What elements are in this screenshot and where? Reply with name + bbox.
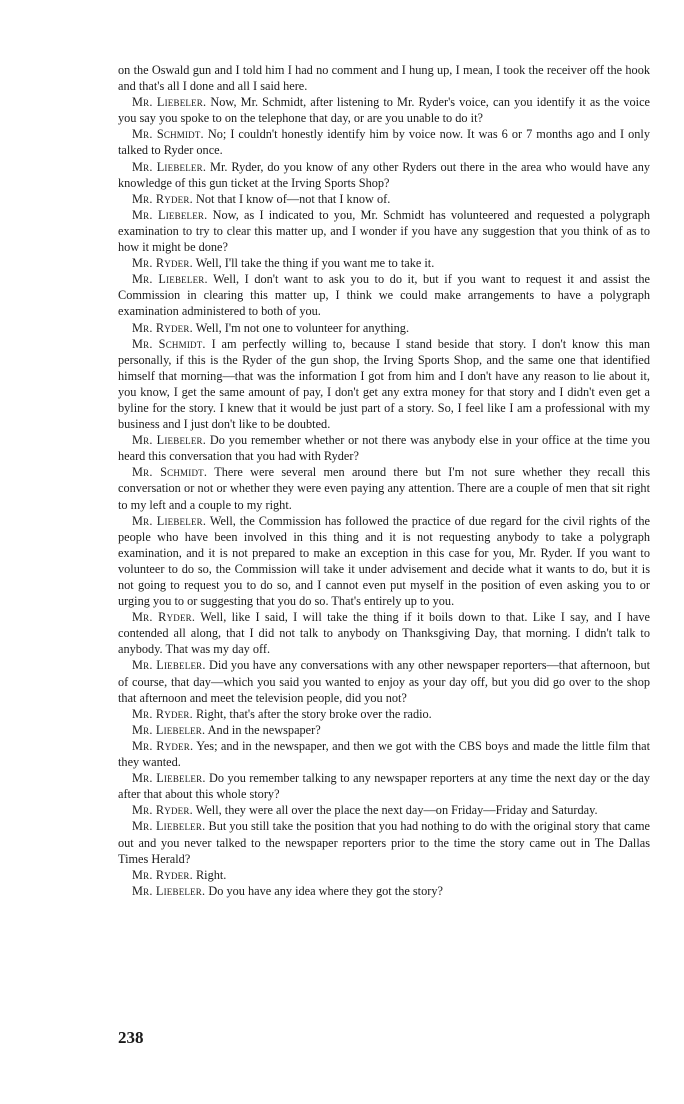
speaker-name: Mr. Liebeler. <box>132 159 207 174</box>
paragraph-text: Well, they were all over the place the next day—on Friday—Friday and Saturday. <box>192 803 598 818</box>
transcript-paragraph <box>118 867 650 883</box>
speaker-name: Mr. Liebeler. <box>132 272 208 287</box>
paragraph-text: Well, I don't want to ask you to do it, but if you want to request it and assist the Commission in clearing this matter up, I think we could make arrangements to have a polygraph examination administered to both of you. <box>118 272 651 319</box>
speaker-name: Mr. Liebeler. <box>132 883 206 898</box>
speaker-name: Mr. Schmidt. <box>132 465 208 480</box>
speaker-name: Mr. Ryder. <box>132 191 193 206</box>
speaker-name: Mr. Ryder. <box>132 706 193 721</box>
speaker-name: Mr. Liebeler. <box>132 433 207 448</box>
paragraph-text: on the Oswald gun and I told him I had no comment and I hung up, I mean, I took the receiver off the hook and that's all I done and all I said here. <box>118 63 650 94</box>
transcript-paragraph <box>118 770 650 802</box>
transcript-paragraph <box>118 320 650 336</box>
transcript-page <box>118 62 650 899</box>
paragraph-text: Now, as I indicated to you, Mr. Schmidt has volunteered and requested a polygraph examination to try to clear this matter up, and I wonder if you have any suggestion that you think of as to how it might be done? <box>118 207 650 255</box>
transcript-paragraph <box>118 191 650 207</box>
paragraph-text: Right. <box>192 867 227 882</box>
speaker-name: Mr. Liebeler. <box>132 95 207 110</box>
paragraph-text: No; I couldn't honestly identify him by voice now. It was 6 or 7 months ago and I only talked to Ryder once. <box>118 127 650 158</box>
speaker-name: Mr. Ryder. <box>132 320 193 335</box>
paragraph-text: Mr. Ryder, do you know of any other Ryders out there in the area who would have any knowledge of this gun ticket at the Irving Sports Shop? <box>118 159 651 190</box>
speaker-name: Mr. Schmidt. <box>132 336 206 351</box>
speaker-name: Mr. Liebeler. <box>132 722 206 737</box>
paragraph-text: Do you remember talking to any newspaper reporters at any time the next day or the day after that about this whole story? <box>118 771 651 802</box>
transcript-paragraph <box>118 126 650 158</box>
transcript-paragraph <box>118 802 650 818</box>
paragraph-text: Do you remember whether or not there was anybody else in your office at the time you heard this conversation that you had with Ryder? <box>118 433 651 464</box>
transcript-paragraph <box>118 464 650 512</box>
speaker-name: Mr. Ryder. <box>132 610 196 625</box>
paragraph-text: Did you have any conversations with any other newspaper reporters—that afternoon, but of course, that day—which you said you wanted to enjoy as your day off, but you did go over to the shop that afternoon and meet the television people, did you not? <box>118 658 651 705</box>
speaker-name: Mr. Ryder. <box>132 738 194 753</box>
paragraph-text: There were several men around there but I'm not sure whether they recall this conversation or not or whether they were even paying any attention. There are a couple of men that sit right to my left and a couple to my right. <box>118 465 650 512</box>
transcript-paragraph <box>118 738 650 770</box>
speaker-name: Mr. Liebeler. <box>132 207 208 222</box>
paragraph-text: But you still take the position that you had nothing to do with the original story that came out and you never talked to the newspaper reporters prior to the time the story came out in The Dallas Times Herald? <box>118 819 651 866</box>
transcript-paragraph <box>118 657 650 705</box>
speaker-name: Mr. Liebeler. <box>132 658 206 673</box>
speaker-name: Mr. Liebeler. <box>132 513 207 528</box>
transcript-paragraph <box>118 722 650 738</box>
paragraph-text: Now, Mr. Schmidt, after listening to Mr. Ryder's voice, can you identify it as the voice you say you spoke to on the telephone that day, or are you unable to do it? <box>118 95 650 126</box>
transcript-paragraph <box>118 883 650 899</box>
speaker-name: Mr. Ryder. <box>132 803 193 818</box>
transcript-paragraph <box>118 255 650 271</box>
transcript-paragraph <box>118 62 650 94</box>
speaker-name: Mr. Ryder. <box>132 256 193 271</box>
paragraph-text: I am perfectly willing to, because I stand beside that story. I don't know this man personally, if this is the Ryder of the gun shop, the Irving Sports Shop, and the same one that identified himself that morning—that was the information I got from him and I don't have any reason to lie about it, you know, I get the same amount of pay, I don't get any extra money for that story and I didn't even get a byline for the story. I knew that it would be just part of a story. So, I feel like I am a professional with my business and I just don't like to be doubted. <box>118 336 651 432</box>
paragraph-text: Well, the Commission has followed the practice of due regard for the civil rights of the people who have been involved in this thing and it is not requesting anybody to take a polygraph examination, and it is not prepared to make an exception in this case for you, Mr. Ryder. If you want to volunteer to do so, the Commission will take it under advisement and decide what it wants to do, but it is not going to request you to do so, and I cannot even put myself in the position of even asking you to or urging you to or suggesting that you do so. That's entirely up to you. <box>118 513 651 609</box>
speaker-name: Mr. Liebeler. <box>132 771 206 786</box>
paragraph-text: Well, I'm not one to volunteer for anything. <box>192 320 410 335</box>
paragraph-text: Not that I know of—not that I know of. <box>192 191 391 206</box>
paragraph-text: And in the newspaper? <box>205 722 321 737</box>
paragraph-text: Do you have any idea where they got the story? <box>205 883 443 898</box>
speaker-name: Mr. Schmidt. <box>132 127 204 142</box>
transcript-paragraph <box>118 513 650 610</box>
transcript-paragraph <box>118 94 650 126</box>
transcript-paragraph <box>118 706 650 722</box>
speaker-name: Mr. Ryder. <box>132 867 193 882</box>
page-number: 238 <box>118 1028 144 1047</box>
transcript-paragraph <box>118 336 650 433</box>
paragraph-text: Well, I'll take the thing if you want me to take it. <box>192 256 435 271</box>
speaker-name: Mr. Liebeler. <box>132 819 206 834</box>
paragraph-text: Right, that's after the story broke over the radio. <box>192 706 432 721</box>
transcript-paragraph <box>118 818 650 866</box>
transcript-paragraph <box>118 271 650 319</box>
paragraph-text: Yes; and in the newspaper, and then we got with the CBS boys and made the little film that they wanted. <box>118 738 650 770</box>
transcript-paragraph <box>118 159 650 191</box>
transcript-paragraph <box>118 432 650 464</box>
transcript-paragraph <box>118 609 650 657</box>
paragraph-text: Well, like I said, I will take the thing if it boils down to that. Like I say, and I have contended all along, that I did not talk to anybody on Thanksgiving Day, that morning. I didn't talk to anybody. That was my day off. <box>118 610 650 657</box>
transcript-paragraph <box>118 207 650 255</box>
